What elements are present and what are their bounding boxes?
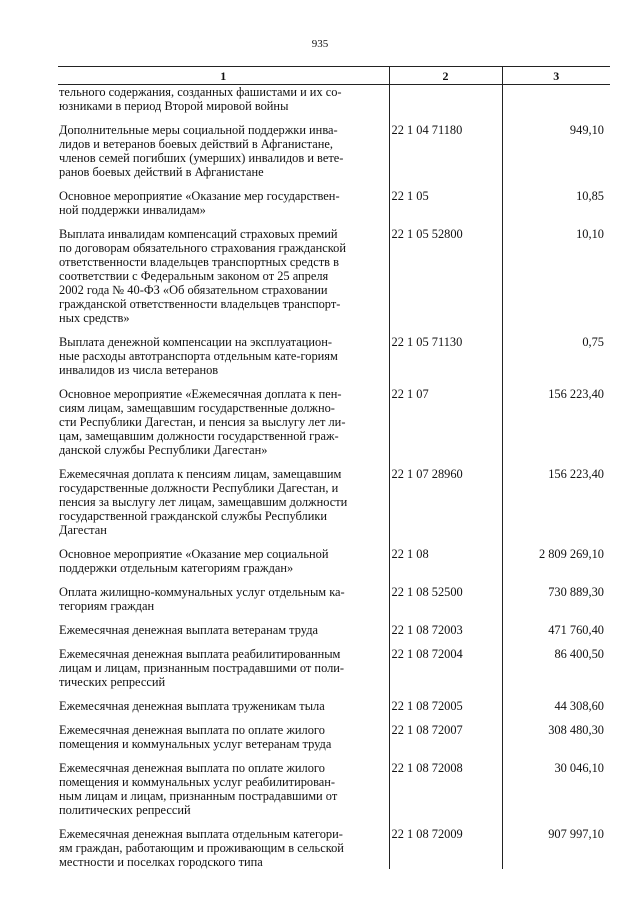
row-code: 22 1 08 72008 [389, 761, 502, 817]
table-row [58, 699, 610, 713]
spacer-cell [389, 217, 502, 227]
spacer-cell [389, 537, 502, 547]
spacer-cell [58, 613, 389, 623]
row-code: 22 1 05 71130 [389, 335, 502, 377]
column-header-3: 3 [502, 67, 610, 85]
spacer-cell [389, 179, 502, 189]
spacer-cell [502, 217, 610, 227]
spacer-cell [389, 613, 502, 623]
row-description [58, 85, 389, 114]
row-spacer [58, 637, 610, 647]
spacer-cell [502, 179, 610, 189]
row-code: 22 1 07 [389, 387, 502, 457]
row-spacer [58, 817, 610, 827]
row-amount: 30 046,10 [502, 761, 610, 817]
description-line: лицам и лицам, признанным пострадавшими от поли- [59, 661, 345, 675]
spacer-cell [58, 713, 389, 723]
spacer-cell [58, 325, 389, 335]
row-code: 22 1 08 72004 [389, 647, 502, 689]
spacer-cell [389, 325, 502, 335]
row-spacer [58, 377, 610, 387]
table-row [58, 585, 610, 613]
spacer-cell [389, 575, 502, 585]
table-row [58, 467, 610, 537]
spacer-cell [389, 457, 502, 467]
description-line: тельного содержания, созданных фашистами и их со- [59, 85, 342, 99]
row-description [58, 585, 389, 613]
row-description [58, 387, 389, 457]
description-line: Ежемесячная денежная выплата труженикам тыла [59, 699, 325, 713]
row-code: 22 1 08 72007 [389, 723, 502, 751]
row-spacer [58, 179, 610, 189]
description-line: Дагестан [59, 523, 107, 537]
spacer-cell [58, 457, 389, 467]
row-code [389, 85, 502, 114]
table-row [58, 227, 610, 325]
description-line: Основное мероприятие «Оказание мер государствен- [59, 189, 340, 203]
row-spacer [58, 751, 610, 761]
row-code: 22 1 08 [389, 547, 502, 575]
spacer-cell [502, 613, 610, 623]
description-line: цам, замещавшим должности государственной граж- [59, 429, 339, 443]
description-line: Ежемесячная денежная выплата ветеранам труда [59, 623, 318, 637]
row-code: 22 1 05 [389, 189, 502, 217]
spacer-cell [502, 113, 610, 123]
table-row [58, 189, 610, 217]
spacer-cell [58, 179, 389, 189]
description-line: ной поддержки инвалидам» [59, 203, 206, 217]
row-amount: 10,10 [502, 227, 610, 325]
description-line: поддержки отдельным категориям граждан» [59, 561, 294, 575]
description-line: помещения и коммунальных услуг реабилитирован- [59, 775, 336, 789]
description-line: ные расходы автотранспорта отдельным кате-гориям [59, 349, 338, 363]
row-amount: 156 223,40 [502, 467, 610, 537]
description-line: Ежемесячная денежная выплата по оплате жилого [59, 761, 325, 775]
description-line: Основное мероприятие «Ежемесячная доплата к пен- [59, 387, 342, 401]
table-row [58, 85, 610, 114]
description-line: юзниками в период Второй мировой войны [59, 99, 289, 113]
description-line: государственной гражданской службы Республики [59, 509, 327, 523]
row-description [58, 647, 389, 689]
description-line: тических репрессий [59, 675, 166, 689]
table-row [58, 123, 610, 179]
row-amount: 308 480,30 [502, 723, 610, 751]
row-amount: 44 308,60 [502, 699, 610, 713]
description-line: местности и поселках городского типа [59, 855, 263, 869]
description-line: лидов и ветеранов боевых действий в Афганистане, [59, 137, 333, 151]
spacer-cell [58, 537, 389, 547]
spacer-cell [389, 637, 502, 647]
table-row [58, 335, 610, 377]
row-description [58, 699, 389, 713]
row-description [58, 227, 389, 325]
budget-table [58, 66, 610, 869]
row-code: 22 1 08 72009 [389, 827, 502, 869]
description-line: данской службы Республики Дагестан» [59, 443, 268, 457]
spacer-cell [502, 537, 610, 547]
spacer-cell [502, 689, 610, 699]
description-line: Ежемесячная доплата к пенсиям лицам, замещавшим [59, 467, 342, 481]
row-description [58, 467, 389, 537]
row-spacer [58, 575, 610, 585]
spacer-cell [58, 113, 389, 123]
description-line: сиям лицам, замещавшим государственные должно- [59, 401, 335, 415]
row-amount [502, 85, 610, 114]
table-header-row [58, 67, 610, 85]
description-line: по договорам обязательного страхования гражданской [59, 241, 347, 255]
row-description [58, 335, 389, 377]
row-spacer [58, 217, 610, 227]
description-line: Выплата инвалидам компенсаций страховых премий [59, 227, 338, 241]
description-line: ных средств» [59, 311, 130, 325]
row-code: 22 1 05 52800 [389, 227, 502, 325]
column-header-2: 2 [389, 67, 502, 85]
description-line: политических репрессий [59, 803, 191, 817]
description-line: Оплата жилищно-коммунальных услуг отдельным ка- [59, 585, 345, 599]
spacer-cell [389, 689, 502, 699]
table-row [58, 723, 610, 751]
description-line: Дополнительные меры социальной поддержки инва- [59, 123, 338, 137]
spacer-cell [502, 817, 610, 827]
row-description [58, 123, 389, 179]
row-amount: 471 760,40 [502, 623, 610, 637]
row-spacer [58, 713, 610, 723]
row-amount: 949,10 [502, 123, 610, 179]
description-line: Ежемесячная денежная выплата по оплате жилого [59, 723, 325, 737]
description-line: помещения и коммунальных услуг ветеранам труда [59, 737, 332, 751]
row-amount: 0,75 [502, 335, 610, 377]
row-spacer [58, 113, 610, 123]
spacer-cell [389, 817, 502, 827]
description-line: ответственности владельцев транспортных средств в [59, 255, 339, 269]
spacer-cell [58, 377, 389, 387]
table-row [58, 647, 610, 689]
description-line: тегориям граждан [59, 599, 155, 613]
description-line: гражданской ответственности владельцев транспорт- [59, 297, 341, 311]
spacer-cell [502, 325, 610, 335]
row-description [58, 547, 389, 575]
row-code: 22 1 08 52500 [389, 585, 502, 613]
description-line: ям граждан, работающим и проживающим в сельской [59, 841, 344, 855]
description-line: инвалидов из числа ветеранов [59, 363, 219, 377]
row-amount: 730 889,30 [502, 585, 610, 613]
row-code: 22 1 04 71180 [389, 123, 502, 179]
description-line: ным лицам и лицам, признанным пострадавшими от [59, 789, 338, 803]
spacer-cell [58, 751, 389, 761]
row-spacer [58, 613, 610, 623]
spacer-cell [502, 637, 610, 647]
column-header-1: 1 [58, 67, 389, 85]
spacer-cell [58, 689, 389, 699]
row-amount: 2 809 269,10 [502, 547, 610, 575]
row-spacer [58, 537, 610, 547]
spacer-cell [389, 113, 502, 123]
table-body [58, 85, 610, 870]
spacer-cell [502, 377, 610, 387]
spacer-cell [502, 457, 610, 467]
description-line: Выплата денежной компенсации на эксплуатацион- [59, 335, 332, 349]
description-line: ранов боевых действий в Афганистане [59, 165, 264, 179]
table-row [58, 387, 610, 457]
row-description [58, 623, 389, 637]
row-spacer [58, 325, 610, 335]
spacer-cell [389, 377, 502, 387]
spacer-cell [58, 637, 389, 647]
row-description [58, 761, 389, 817]
spacer-cell [58, 217, 389, 227]
row-description [58, 827, 389, 869]
description-line: пенсия за выслугу лет лицам, замещавшим должности [59, 495, 348, 509]
row-code: 22 1 08 72003 [389, 623, 502, 637]
spacer-cell [502, 713, 610, 723]
row-amount: 156 223,40 [502, 387, 610, 457]
row-amount: 907 997,10 [502, 827, 610, 869]
description-line: Ежемесячная денежная выплата реабилитированным [59, 647, 341, 661]
row-description [58, 189, 389, 217]
description-line: сти Республики Дагестан, и пенсия за выслугу лет ли- [59, 415, 346, 429]
row-description [58, 723, 389, 751]
row-code: 22 1 07 28960 [389, 467, 502, 537]
table-row [58, 547, 610, 575]
description-line: членов семей погибших (умерших) инвалидов и вете- [59, 151, 344, 165]
spacer-cell [389, 751, 502, 761]
row-code: 22 1 08 72005 [389, 699, 502, 713]
spacer-cell [502, 575, 610, 585]
page-number: 935 [311, 38, 329, 50]
table-row [58, 761, 610, 817]
description-line: государственные должности Республики Дагестан, и [59, 481, 339, 495]
spacer-cell [502, 751, 610, 761]
spacer-cell [389, 713, 502, 723]
description-line: Ежемесячная денежная выплата отдельным категори- [59, 827, 343, 841]
description-line: 2002 года № 40-ФЗ «Об обязательном страховании [59, 283, 328, 297]
row-amount: 86 400,50 [502, 647, 610, 689]
table-row [58, 827, 610, 869]
description-line: Основное мероприятие «Оказание мер социальной [59, 547, 329, 561]
row-amount: 10,85 [502, 189, 610, 217]
row-spacer [58, 457, 610, 467]
description-line: соответствии с Федеральным законом от 25 апреля [59, 269, 329, 283]
spacer-cell [58, 575, 389, 585]
table-row [58, 623, 610, 637]
row-spacer [58, 689, 610, 699]
spacer-cell [58, 817, 389, 827]
